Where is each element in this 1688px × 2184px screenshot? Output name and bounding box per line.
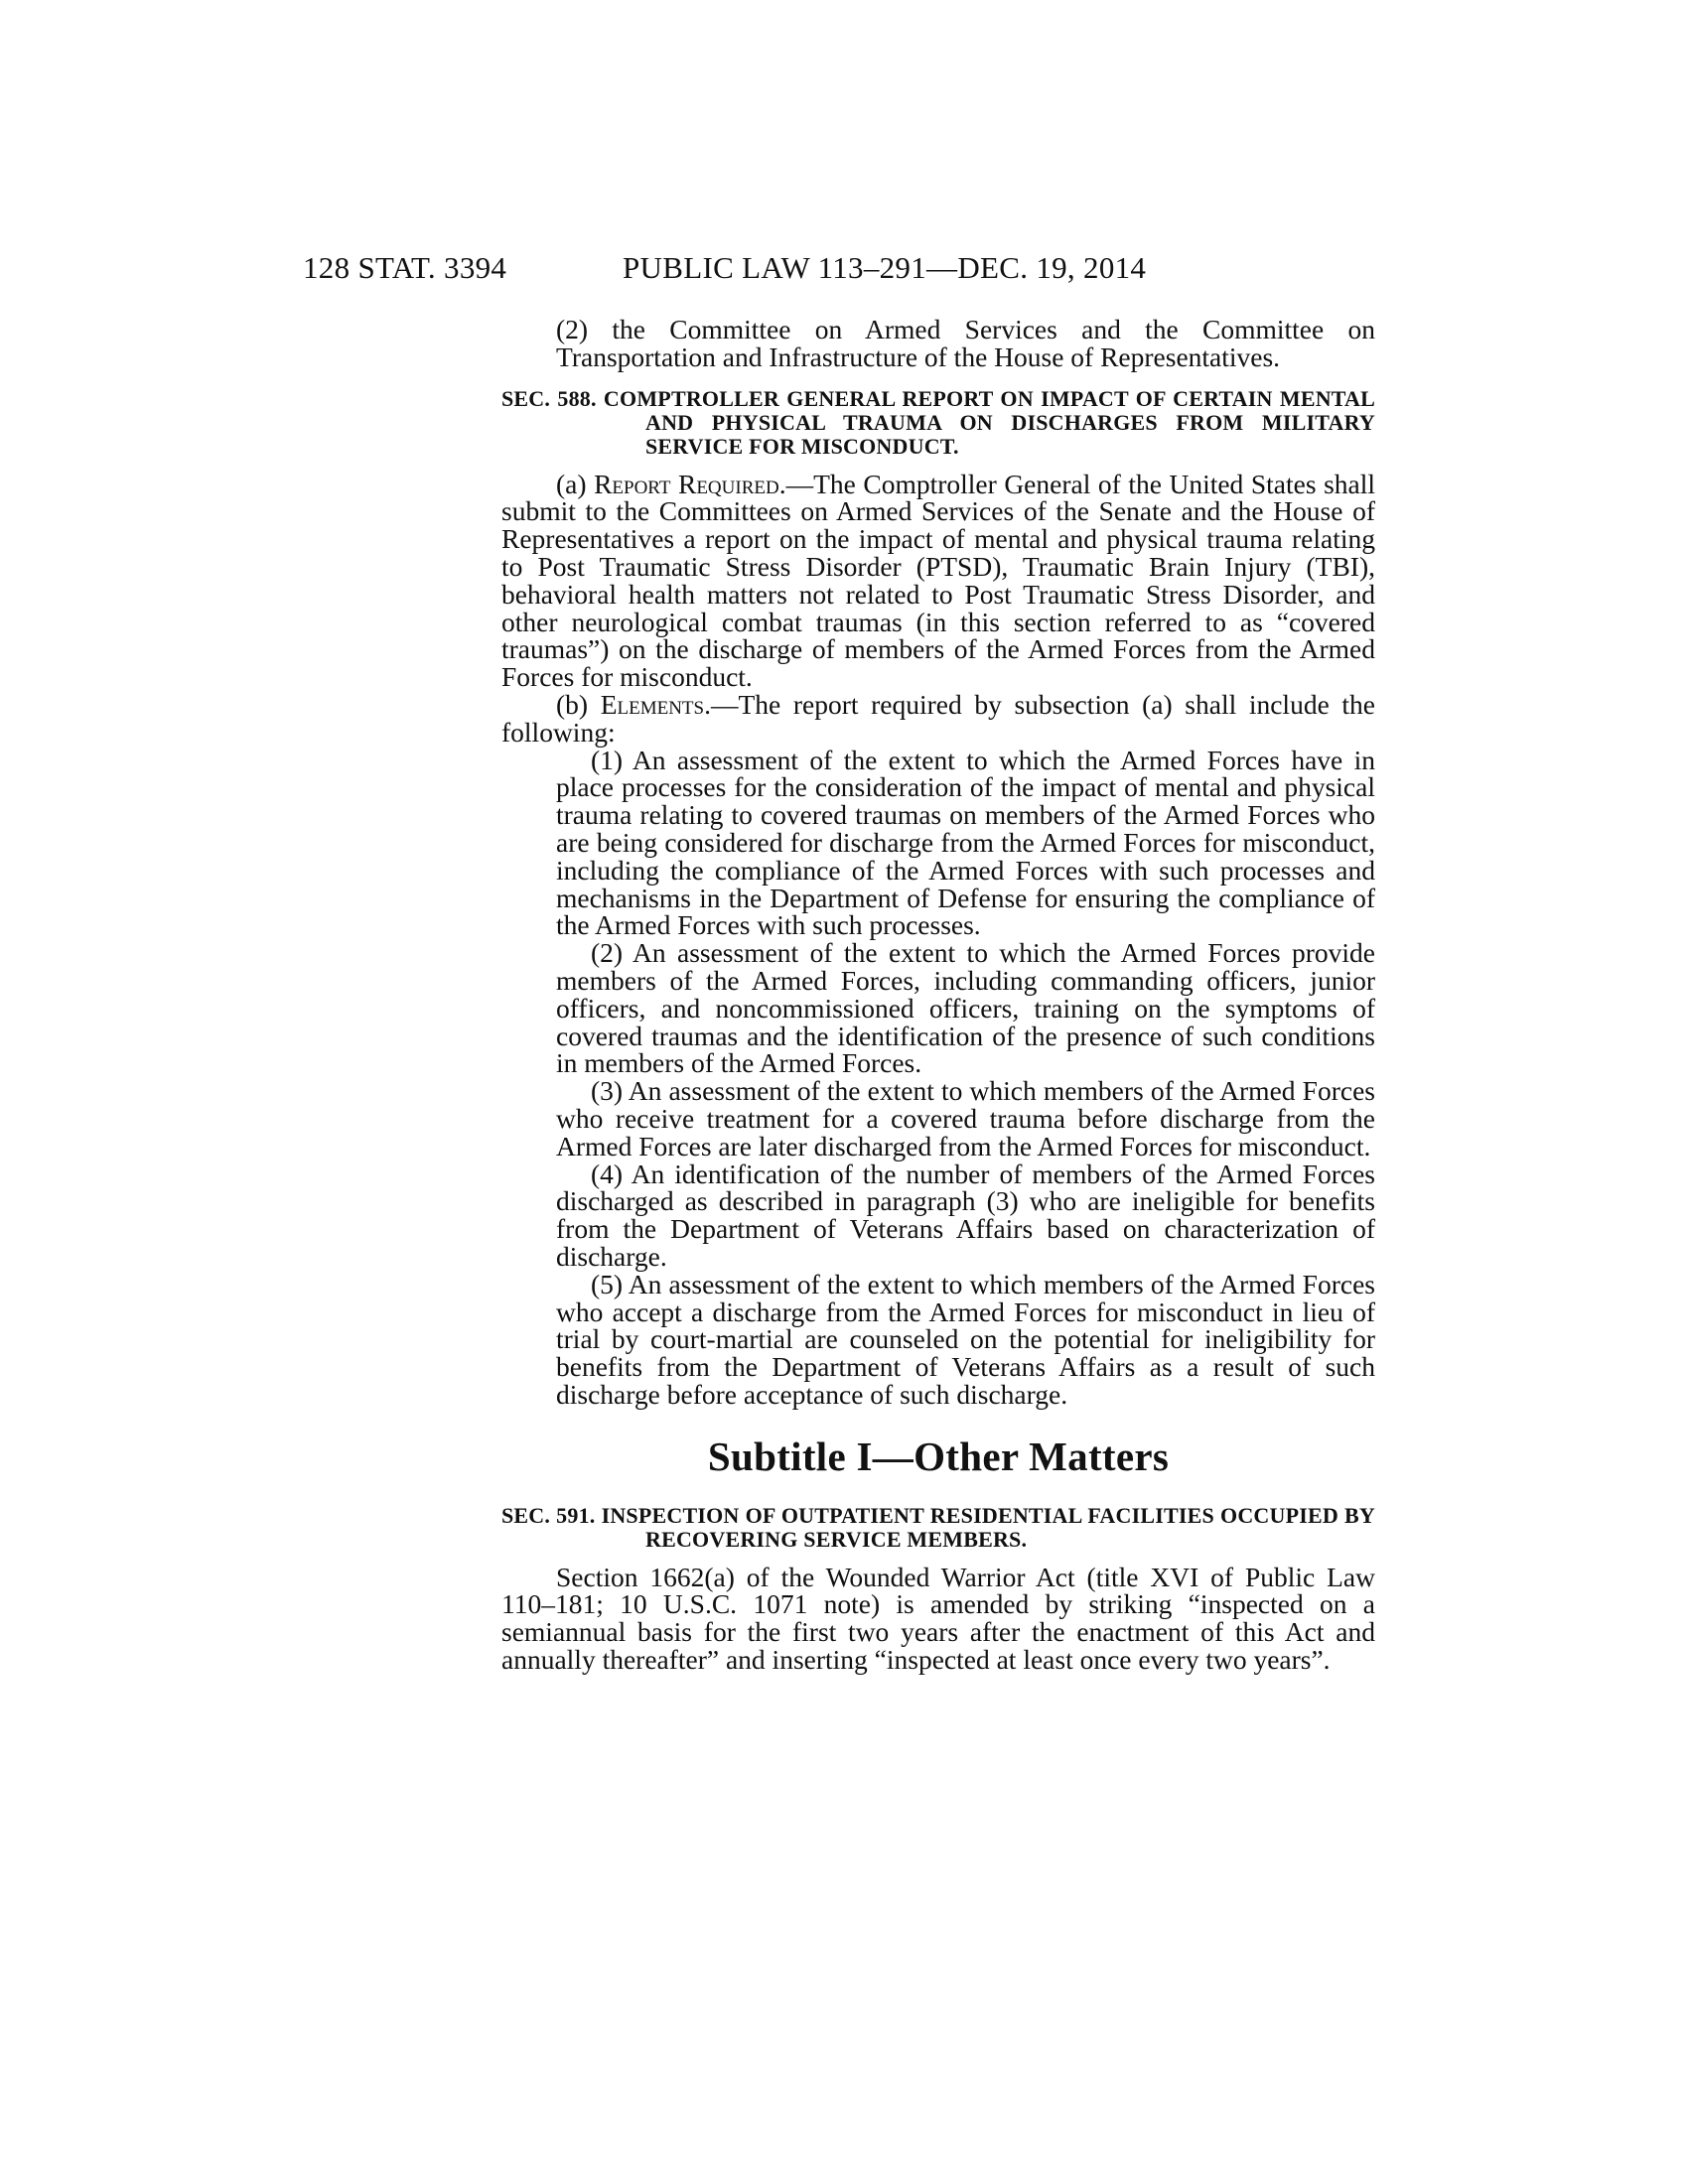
- paragraph-3: (3) An assessment of the extent to which members of the Armed Forces who receive treatment for a covered trauma before discharge from the Armed Forces are later discharged from the Armed Forces for misconduct.: [556, 1075, 1375, 1161]
- public-law-citation: PUBLIC LAW 113–291—DEC. 19, 2014: [623, 250, 1147, 285]
- subsection-b-caption: Elements: [600, 688, 705, 720]
- subsection-a-label: (a): [556, 468, 595, 499]
- section-591-heading: SEC. 591. INSPECTION OF OUTPATIENT RESIDENTIAL FACILITIES OCCUPIED BY RECOVERING SERVICE MEMBERS.: [501, 1502, 1375, 1552]
- stat-citation: 128 STAT. 3394: [303, 250, 507, 285]
- subsection-a: [501, 468, 1376, 693]
- paragraph-4: (4) An identification of the number of members of the Armed Forces discharged as described in paragraph (3) who are ineligible for benefits from the Department of Veterans Affairs based on characterization of discharge.: [556, 1158, 1375, 1272]
- subsection-a-text: .—The Comptroller General of the United States shall submit to the Committees on Armed Services of the Senate and the House of Representatives a report on the impact of mental and physical trauma relating to Post Traumatic Stress Disorder (PTSD), Traumatic Brain Injury (TBI), behavioral health matters not related to Post Traumatic Stress Disorder, and other neurological combat traumas (in this section referred to as “covered traumas”) on the discharge of members of the Armed Forces from the Armed Forces for misconduct.: [501, 468, 1376, 693]
- subtitle-heading: Subtitle I—Other Matters: [707, 1433, 1170, 1479]
- paragraph-2: (2) An assessment of the extent to which the Armed Forces provide members of the Armed Forces, including commanding officers, junior officers, and noncommissioned officers, training on the symptoms of covered traumas and the identification of the presence of such conditions in members of the Armed Forces.: [556, 937, 1375, 1079]
- subsection-b: [501, 688, 1375, 748]
- subsection-b-label: (b): [556, 688, 601, 720]
- subsection-b-text: .—The report required by subsection (a) shall include the following:: [501, 688, 1375, 748]
- subsection-a-caption: Report Required: [594, 468, 779, 499]
- section-588-heading: SEC. 588. COMPTROLLER GENERAL REPORT ON IMPACT OF CERTAIN MENTAL AND PHYSICAL TRAUMA ON DISCHARGES FROM MILITARY SERVICE FOR MISCONDUCT.: [501, 385, 1375, 459]
- running-head: [303, 250, 1221, 290]
- body-text: [501, 316, 1375, 1674]
- paragraph-5: (5) An assessment of the extent to which members of the Armed Forces who accept a discharge from the Armed Forces for misconduct in lieu of trial by court-martial are counseled on the potential for ineligibility for benefits from the Department of Veterans Affairs as a result of such discharge before acceptance of such discharge.: [556, 1268, 1375, 1410]
- section-591-text: Section 1662(a) of the Wounded Warrior Act (title XVI of Public Law 110–181; 10 U.S.C. 1071 note) is amended by striking “inspected on a semiannual basis for the first two years after the enactment of this Act and annually thereafter” and inserting “inspected at least once every two years”.: [501, 1561, 1375, 1676]
- paragraph-1: (1) An assessment of the extent to which the Armed Forces have in place processes for the consideration of the impact of mental and physical trauma relating to covered traumas on members of the Armed Forces who are being considered for discharge from the Armed Forces for misconduct, including the compliance of the Armed Forces with such processes and mechanisms in the Department of Defense for ensuring the compliance of the Armed Forces with such processes.: [556, 744, 1375, 941]
- continued-list-item: (2) the Committee on Armed Services and the Committee on Transportation and Infrastructure of the House of Representatives.: [556, 314, 1375, 372]
